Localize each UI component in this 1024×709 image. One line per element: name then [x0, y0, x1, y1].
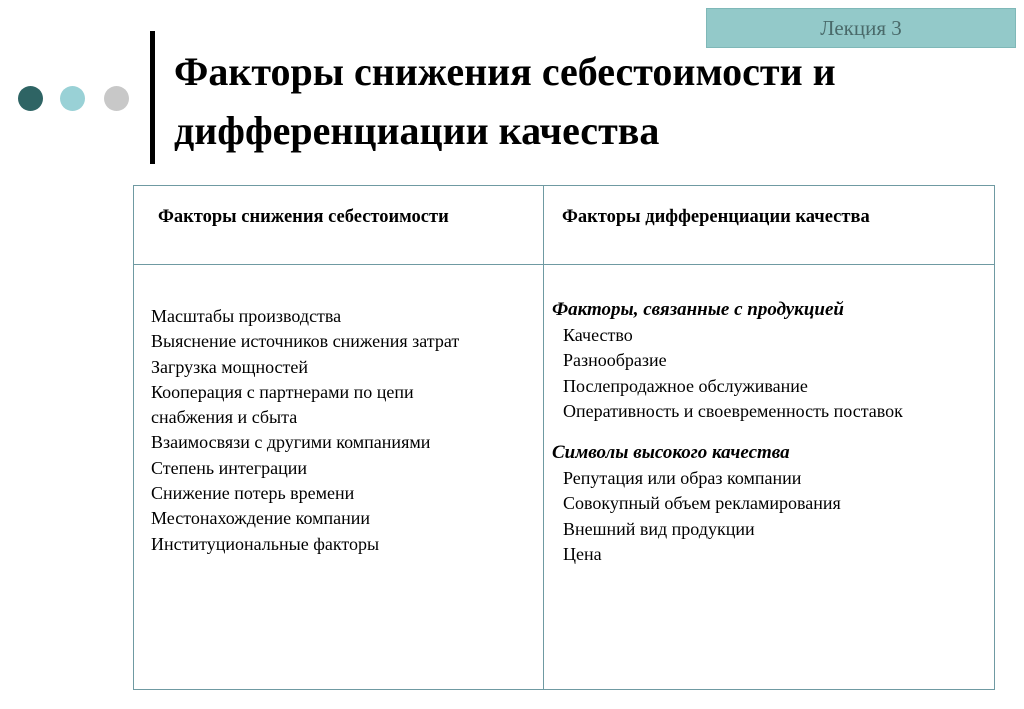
cost-factors-list [151, 304, 459, 557]
quality-factors-column [552, 297, 903, 567]
table-header-cost: Факторы снижения себестоимости [158, 207, 449, 227]
list-item: Качество [563, 325, 633, 345]
table-column-divider [543, 186, 544, 689]
decorative-dot-gray [104, 86, 129, 111]
product-factors-list [552, 323, 903, 424]
group-title-product: Факторы, связанные с продукцией [552, 299, 844, 320]
decorative-dot-teal [60, 86, 85, 111]
slide-title-line2: дифференциации качества [174, 108, 660, 153]
list-item: Внешний вид продукции [563, 518, 755, 539]
list-item: Выяснение источников снижения затрат [151, 331, 460, 352]
group-title-quality-symbols: Символы высокого качества [552, 442, 790, 464]
quality-symbols-list [552, 466, 903, 567]
slide-title [174, 42, 1004, 160]
list-item: Послепродажное обслуживание [563, 375, 808, 396]
list-item: снабжения и сбыта [151, 407, 298, 428]
factors-table [133, 185, 995, 690]
slide-title-line1: Факторы снижения себестоимости и [174, 49, 836, 94]
lecture-badge: Лекция 3 [706, 8, 1016, 48]
list-item: Репутация или образ компании [563, 468, 802, 489]
list-item: Кооперация с партнерами по цепи [151, 381, 414, 402]
list-item: Масштабы производства [151, 306, 342, 326]
list-item: Институциональные факторы [151, 533, 380, 554]
list-item: Совокупный объем рекламирования [563, 493, 841, 514]
list-item: Взаимосвязи с другими компаниями [151, 432, 431, 453]
title-divider [150, 31, 155, 164]
list-item: Степень интеграции [151, 457, 307, 478]
list-item: Загрузка мощностей [151, 356, 309, 377]
table-header-quality: Факторы дифференциации качества [562, 207, 870, 227]
list-item: Местонахождение компании [151, 508, 371, 529]
list-item: Снижение потерь времени [151, 483, 355, 504]
decorative-dot-dark [18, 86, 43, 111]
table-header-divider [134, 264, 994, 265]
list-item: Цена [563, 544, 602, 565]
list-item: Разнообразие [563, 350, 667, 371]
list-item: Оперативность и своевременность поставок [563, 400, 903, 421]
